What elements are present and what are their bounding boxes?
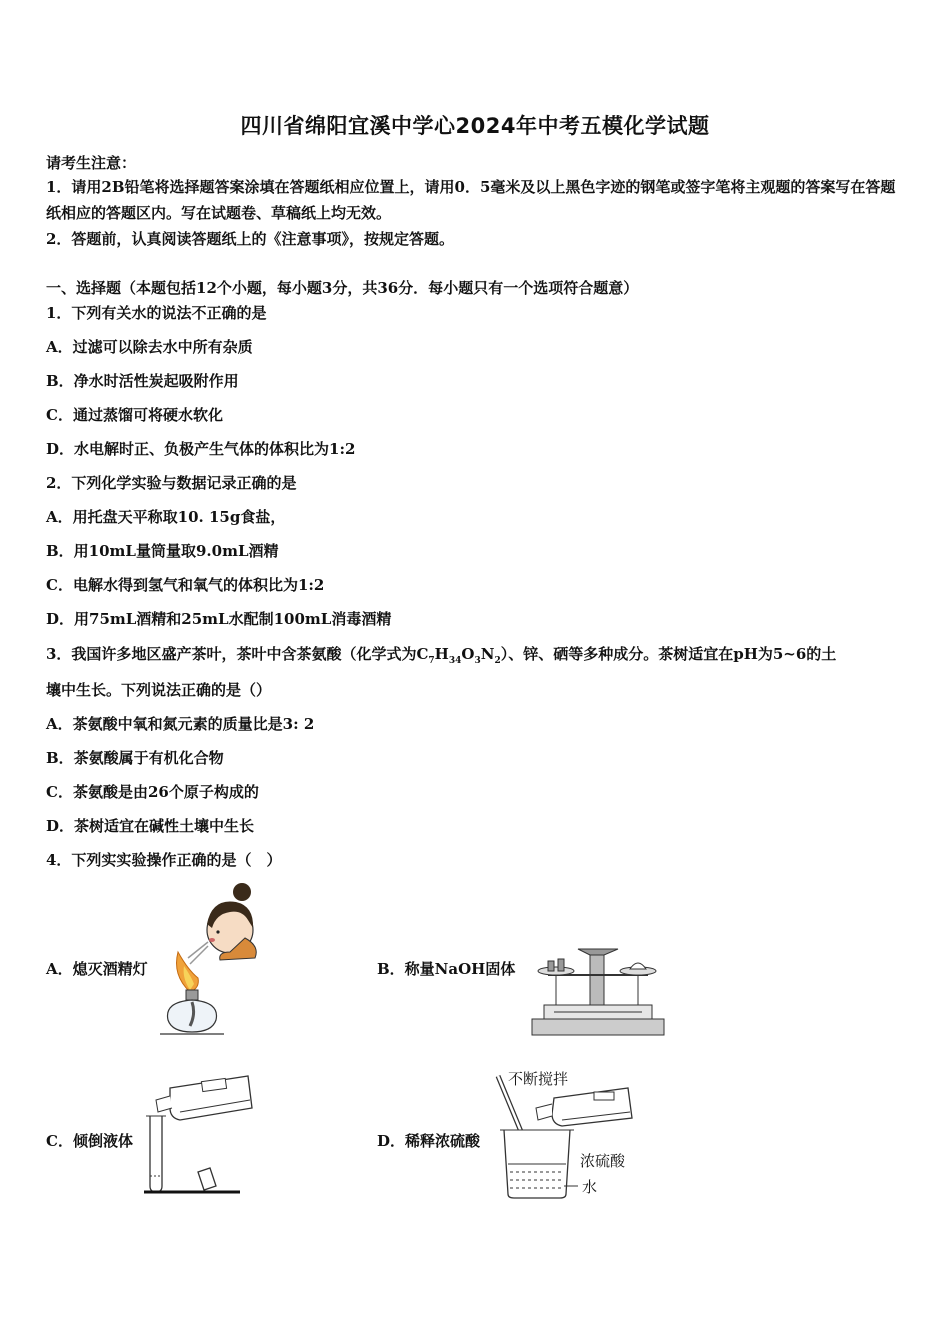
q4-option-a: A．熄灭酒精灯 xyxy=(46,960,148,978)
label-concentrated-acid: 浓硫酸 xyxy=(580,1152,626,1170)
q3-option-c: C．茶氨酸是由26个原子构成的 xyxy=(46,783,259,801)
q3-option-d: D．茶树适宜在碱性土壤中生长 xyxy=(46,817,255,835)
q1-option-a: A．过滤可以除去水中所有杂质 xyxy=(46,338,253,356)
notice-heading: 请考生注意： xyxy=(46,154,137,172)
balance-scale-illustration xyxy=(528,945,668,1040)
q3-stem-line2: 壤中生长。下列说法正确的是（） xyxy=(46,681,272,699)
label-water: 水 xyxy=(582,1178,598,1196)
q4-option-d: D．稀释浓硫酸 xyxy=(377,1132,481,1150)
q4-option-b: B．称量NaOH固体 xyxy=(377,960,516,978)
q3-option-a: A．茶氨酸中氧和氮元素的质量比是3: 2 xyxy=(46,715,315,733)
q2-option-b: B．用10mL量筒量取9.0mL酒精 xyxy=(46,542,279,560)
q2-option-a: A．用托盘天平称取10. 15g食盐， xyxy=(46,508,286,526)
notice-item-1: 1．请用2B铅笔将选择题答案涂填在答题纸相应位置上，请用0．5毫米及以上黑色字迹的钢笔或签字笔将主观题的答案写在答题纸相应的答题区内。写在试题卷、草稿纸上均无效。 xyxy=(46,178,896,222)
label-stir: 不断搅拌 xyxy=(508,1070,569,1088)
pouring-liquid-illustration xyxy=(140,1068,260,1198)
q1-option-b: B．净水时活性炭起吸附作用 xyxy=(46,372,239,390)
q1-stem: 1．下列有关水的说法不正确的是 xyxy=(46,304,267,322)
q3-option-b: B．茶氨酸属于有机化合物 xyxy=(46,749,224,767)
q2-option-d: D．用75mL酒精和25mL水配制100mL消毒酒精 xyxy=(46,610,392,628)
alcohol-lamp-blowing-illustration xyxy=(150,880,270,1045)
dilute-sulfuric-acid-illustration xyxy=(490,1068,650,1203)
notice-item-2: 2．答题前，认真阅读答题纸上的《注意事项》，按规定答题。 xyxy=(46,230,454,248)
q3-stem: 3．我国许多地区盛产茶叶，茶叶中含茶氨酸（化学式为$C_7H_{34}O_3N_2$）、锌、硒等多种成分。茶树适宜在pH为5~6的土 xyxy=(46,645,837,666)
q2-stem: 2．下列化学实验与数据记录正确的是 xyxy=(46,474,297,492)
q4-stem: 4．下列实实验操作正确的是（ ） xyxy=(46,851,282,869)
section-heading: 一、选择题（本题包括12个小题，每小题3分，共36分．每小题只有一个选项符合题意） xyxy=(46,279,639,297)
q1-option-d: D．水电解时正、负极产生气体的体积比为1:2 xyxy=(46,440,356,458)
q4-option-c: C．倾倒液体 xyxy=(46,1132,133,1150)
q2-option-c: C．电解水得到氢气和氧气的体积比为1:2 xyxy=(46,576,325,594)
page-title: 四川省绵阳宜溪中学心2024年中考五模化学试题 xyxy=(240,114,710,138)
q1-option-c: C．通过蒸馏可将硬水软化 xyxy=(46,406,223,424)
